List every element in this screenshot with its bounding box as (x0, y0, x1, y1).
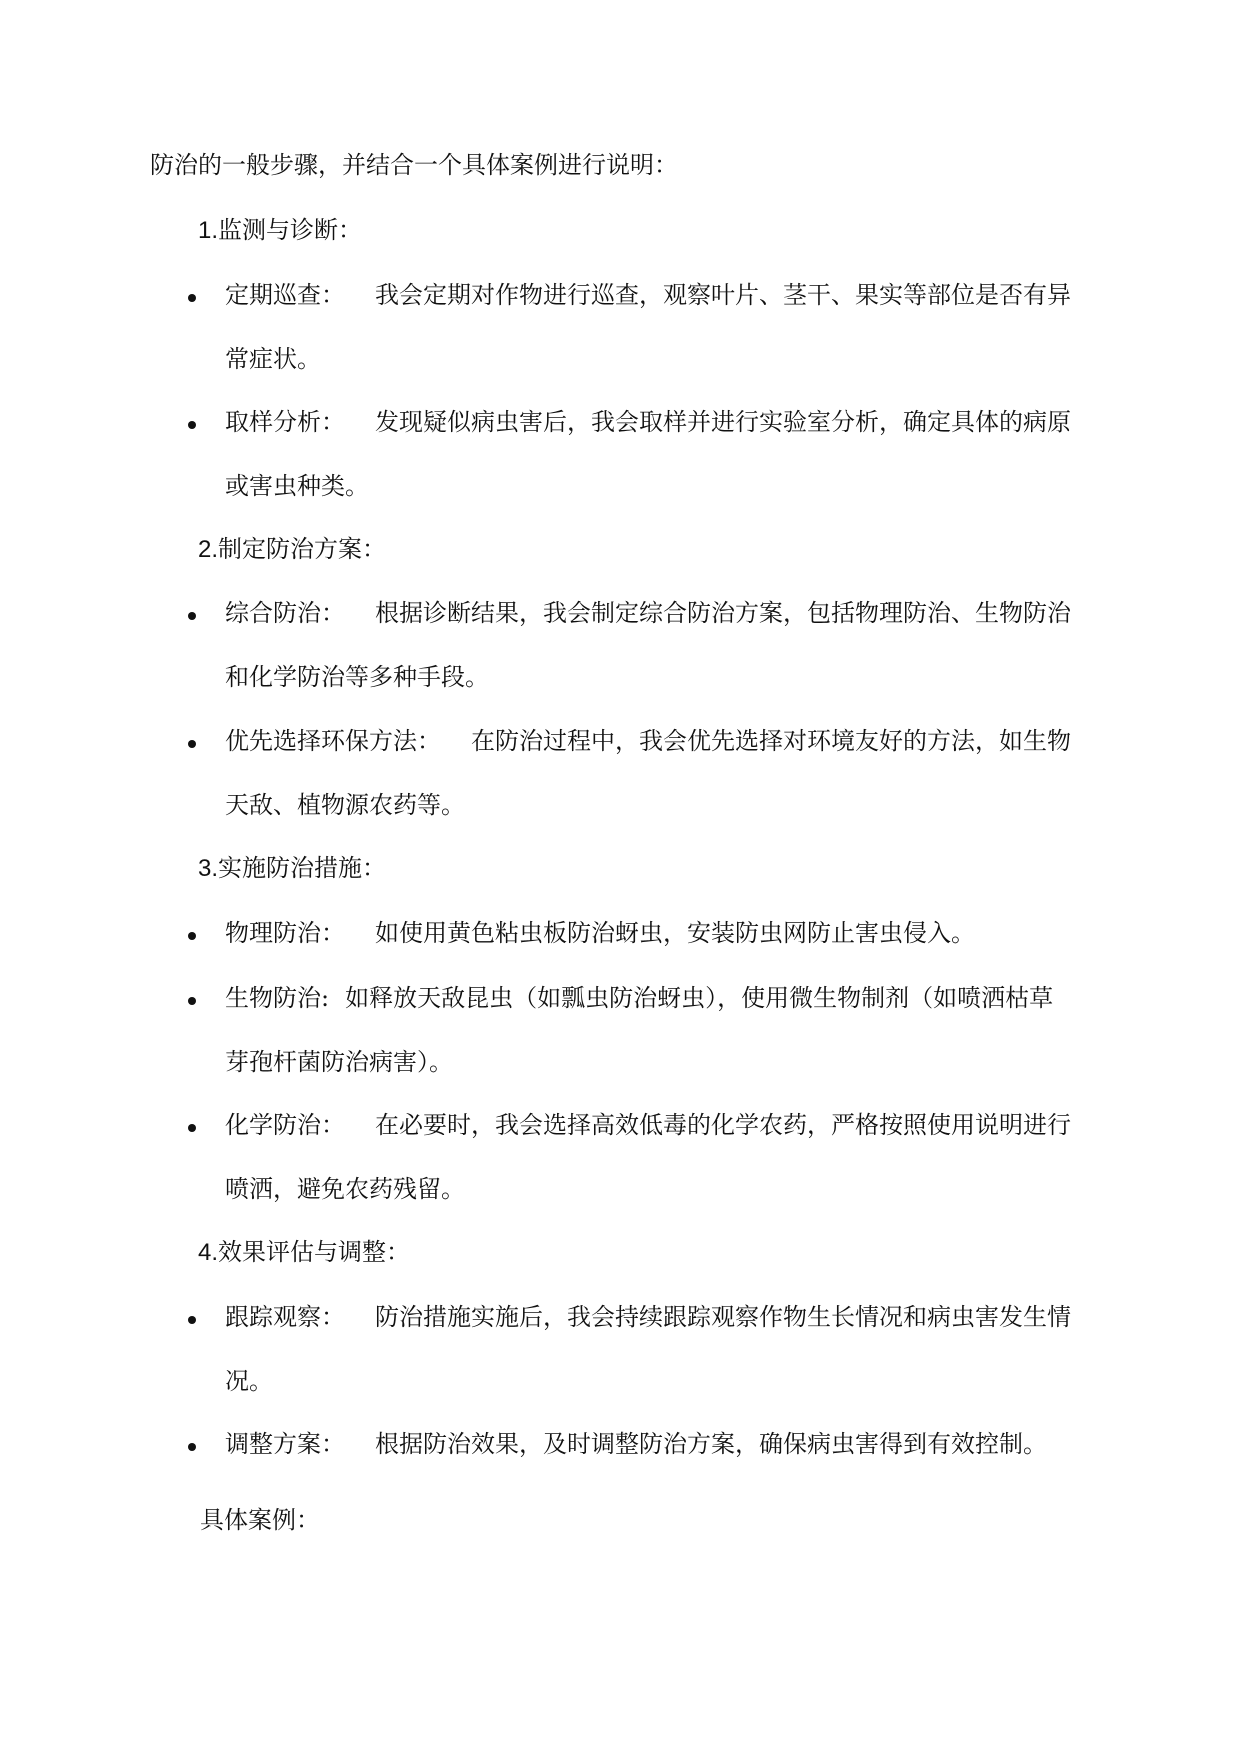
item-label: 取样分析： (225, 408, 345, 436)
intro-text: 防治的一般步骤，并结合一个具体案例进行说明： (150, 151, 678, 179)
bullet-icon (188, 612, 196, 620)
section-number: 4. (198, 1239, 219, 1266)
item-text-continued: 常症状。 (225, 345, 321, 373)
list-item (225, 983, 1053, 1013)
item-text: 如释放天敌昆虫（如瓢虫防治蚜虫），使用微生物制剂（如喷洒枯草 (345, 984, 1054, 1012)
section-title: 效果评估与调整： (218, 1238, 411, 1266)
list-item (225, 918, 975, 948)
item-text: 在必要时，我会选择高效低毒的化学农药，严格按照使用说明进行 (375, 1111, 1071, 1139)
list-item (225, 1110, 1071, 1140)
item-label: 综合防治： (225, 599, 345, 627)
section-title: 制定防治方案： (218, 535, 387, 563)
section-heading-2 (198, 534, 386, 565)
item-text: 发现疑似病虫害后，我会取样并进行实验室分析，确定具体的病原 (375, 408, 1071, 436)
item-label: 生物防治: (225, 984, 330, 1012)
section-heading-4 (198, 1237, 410, 1268)
item-text: 防治措施实施后，我会持续跟踪观察作物生长情况和病虫害发生情 (375, 1303, 1071, 1331)
item-text-continued: 和化学防治等多种手段。 (225, 663, 489, 691)
item-label: 跟踪观察： (225, 1303, 345, 1331)
bullet-icon (188, 294, 196, 302)
item-label: 定期巡查： (225, 281, 345, 309)
item-text: 根据防治效果，及时调整防治方案，确保病虫害得到有效控制。 (375, 1430, 1047, 1458)
bullet-icon (188, 740, 196, 748)
item-text: 在防治过程中，我会优先选择对环境友好的方法，如生物 (471, 727, 1071, 755)
item-text: 根据诊断结果，我会制定综合防治方案，包括物理防治、生物防治 (375, 599, 1071, 627)
section-title: 实施防治措施： (218, 854, 387, 882)
item-label: 调整方案： (225, 1430, 345, 1458)
list-item (225, 1429, 1047, 1459)
section-number: 3. (198, 855, 219, 882)
item-text-continued: 或害虫种类。 (225, 472, 369, 500)
item-text-continued: 天敌、植物源农药等。 (225, 791, 465, 819)
bullet-icon (188, 1316, 196, 1324)
section-number: 1. (198, 217, 219, 244)
list-item (225, 726, 1071, 756)
bullet-icon (188, 997, 196, 1005)
item-label: 优先选择环保方法： (225, 727, 441, 755)
bullet-icon (188, 421, 196, 429)
closing-heading: 具体案例： (200, 1506, 320, 1534)
section-heading-3 (198, 853, 386, 884)
bullet-icon (188, 932, 196, 940)
item-text: 如使用黄色粘虫板防治蚜虫，安装防虫网防止害虫侵入。 (375, 919, 975, 947)
section-number: 2. (198, 536, 219, 563)
bullet-icon (188, 1443, 196, 1451)
section-heading-1 (198, 215, 362, 246)
list-item (225, 407, 1071, 437)
bullet-icon (188, 1124, 196, 1132)
item-label: 化学防治： (225, 1111, 345, 1139)
item-text-continued: 喷洒，避免农药残留。 (225, 1175, 465, 1203)
item-text-continued: 况。 (225, 1367, 273, 1395)
list-item (225, 598, 1071, 628)
list-item (225, 1302, 1071, 1332)
item-label: 物理防治： (225, 919, 345, 947)
section-title: 监测与诊断： (218, 216, 363, 244)
list-item (225, 280, 1071, 310)
item-text-continued: 芽孢杆菌防治病害）。 (225, 1048, 453, 1076)
item-text: 我会定期对作物进行巡查，观察叶片、茎干、果实等部位是否有异 (375, 281, 1071, 309)
